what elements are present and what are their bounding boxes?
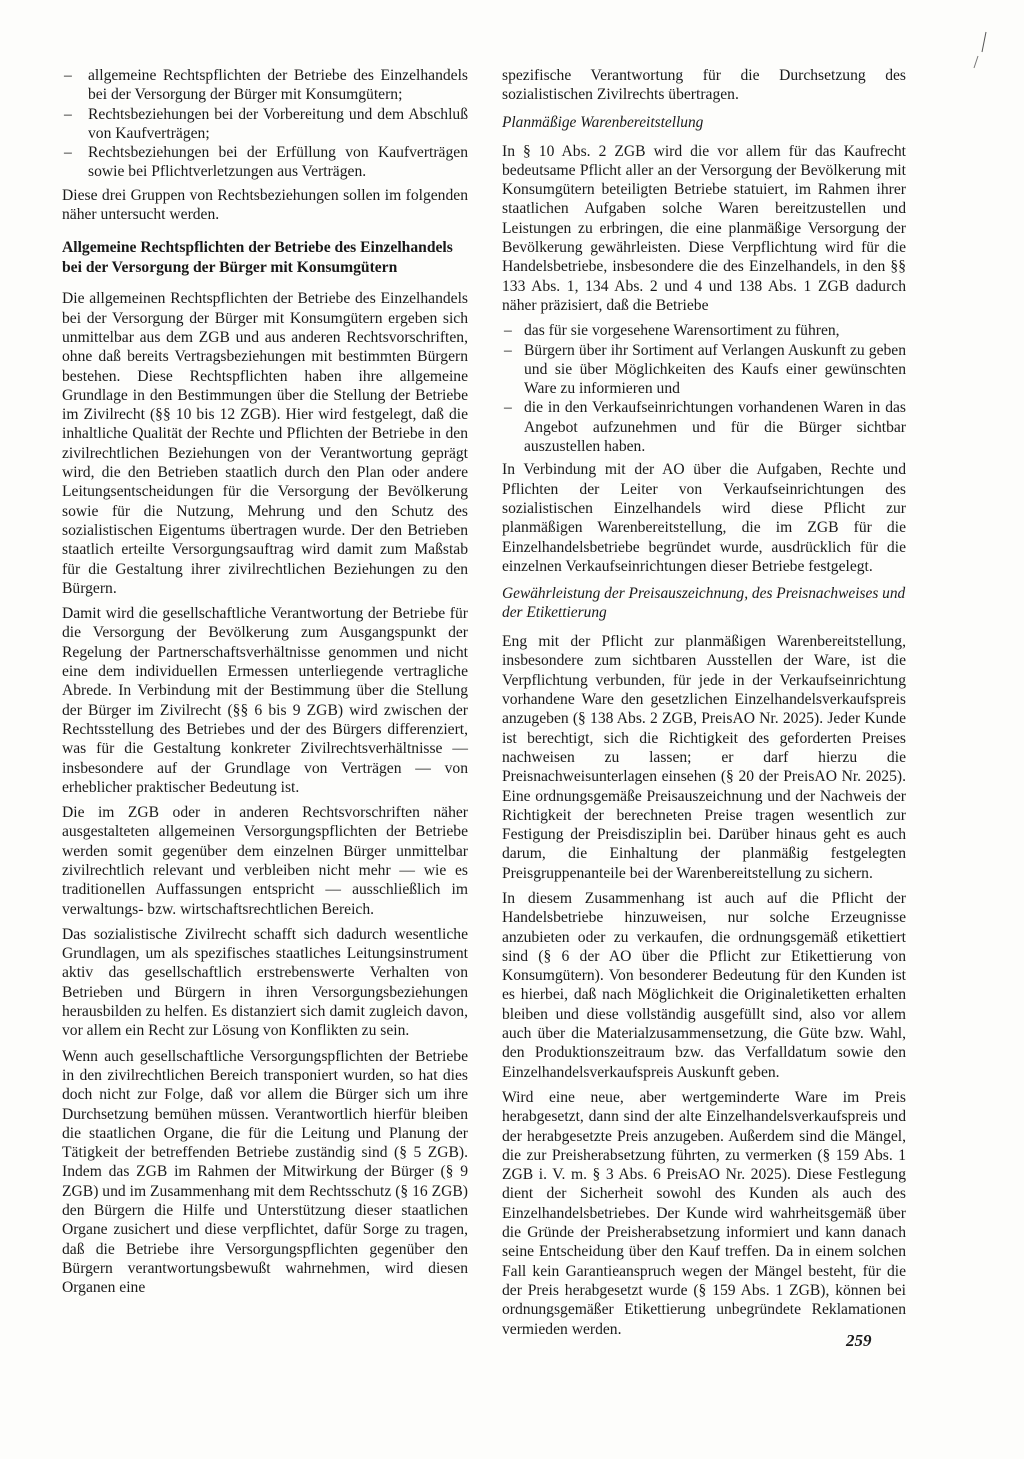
body-paragraph: Die im ZGB oder in anderen Rechtsvorschriften näher ausgestalteten allgemeinen Versorgungspflichten der Betriebe werden somit gegenüber dem einzelnen Bürger unmittelbar zivilrechtlich relevant und verbleiben nicht mehr — wie es traditionellen Auffassungen entspricht — ausschließlich im verwaltungs- bzw. wirtschaftsrechtlichen Bereich. — [62, 804, 468, 918]
scan-mark-line — [982, 32, 986, 52]
list-item: – allgemeine Rechtspflichten der Betriebe des Einzelhandels bei der Versorgung der Bürger mit Konsumgütern; — [62, 66, 468, 105]
list-item: – Bürgern über ihr Sortiment auf Verlangen Auskunft zu geben und sie über Möglichkeiten des Kaufs einer gewünschten Ware zu informieren und — [502, 341, 906, 399]
body-paragraph: Das sozialistische Zivilrecht schafft sich dadurch wesentliche Grundlagen, um als spezifisches staatliches Leitungsinstrument aktiv das gesellschaftlich erstrebenswerte Verhalten von Betrieben und Bürgern in ihren Versorgungsbeziehungen herausbilden zu helfen. Es distanziert sich damit zugleich davon, vor allem ein Recht zur Lösung von Konflikten zu sein. — [62, 925, 468, 1040]
body-paragraph: In Verbindung mit der AO über die Aufgaben, Rechte und Pflichten der Leiter von Verkaufseinrichtungen des sozialistischen Einzelhandels wird diese Pflicht zur planmäßigen Warenbereitstellung, die im ZGB für die Einzelhandelsbetriebe begründet wurde, ausdrücklich für die einzelnen Verkaufseinrichtungen dieser Betriebe festgelegt. — [502, 461, 906, 575]
body-paragraph: Eng mit der Pflicht zur planmäßigen Warenbereitstellung, insbesondere zum sichtbaren Ausstellen der Ware, ist die Verpflichtung verbunden, für jede in der Verkaufseinrichtung vorhandene Ware den gesetzlichen Einzelhandelsverkaufspreis anzugeben (§ 138 Abs. 2 ZGB, PreisAO Nr. 2025). Jeder Kunde ist berechtigt, sich die Richtigkeit des geforderten Preises nachweisen zu lassen; er darf hierzu die Preisnachweisunterlagen einsehen (§ 20 der PreisAO Nr. 2025). Eine ordnungsgemäße Preisauszeichnung und der Nachweis der Richtigkeit der berechneten Preise tragen wesentlich zur Festigung der Preisdisziplin bei. Darüber hinaus geht es auch darum, die Einhaltung der planmäßig festgelegten Preisgruppenanteile bei der Warenbereitstellung zu sichern. — [502, 633, 906, 882]
body-paragraph: In diesem Zusammenhang ist auch auf die Pflicht der Handelsbetriebe hinzuweisen, nur solche Erzeugnisse anzubieten oder zu verkaufen, die ordnungsgemäß etikettiert sind (§ 6 der AO über die Pflicht zur Etikettierung von Konsumgütern). Von besonderer Bedeutung für den Kunden ist es hierbei, daß nach Möglichkeit die Originaletiketten erhalten bleiben und diese vollständig ausgefüllt sind, also vor allem auch über die Materialzusammensetzung, die Güte bzw. Wahl, den Produktionszeitraum bzw. das Verfalldatum sowie den Einzelhandelsverkaufspreis Auskunft geben. — [502, 889, 906, 1081]
body-paragraph: Damit wird die gesellschaftliche Verantwortung der Betriebe für die Versorgung der Bevölkerung zum Ausgangspunkt der Regelung der Partnerschaftsverhältnisse genommen und nicht eine dem individuellen Ermessen unterliegende vertragliche Abrede. In Verbindung mit der Bestimmung über die Stellung der Bürger im Zivilrecht (§§ 6 bis 9 ZGB) wird zwischen der Rechtsstellung des Betriebes und der des Bürgers differenziert, was für die Gestaltung konkreter Zivilrechtsverhältnisse — insbesondere auf der Grundlage von Verträgen — von erheblicher praktischer Bedeutung ist. — [62, 605, 468, 796]
list-item: – das für sie vorgesehene Warensortiment zu führen, — [502, 321, 906, 340]
body-paragraph: Wenn auch gesellschaftliche Versorgungspflichten der Betriebe in den zivilrechtlichen Bereich transponiert wurden, so hat dies doch nicht zur Folge, daß vor allem die Bürger sich um ihre Durchsetzung bemühen müssen. Verantwortlich hierfür bleiben die staatlichen Organe, die für die Leitung und Planung der Tätigkeit der betreffenden Betriebe zuständig sind (§ 5 ZGB). Indem das ZGB im Rahmen der Mitwirkung der Bürger (§ 9 ZGB) und im Zusammenhang mit dem Rechtsschutz (§ 16 ZGB) den Bürgern die Hilfe und Unterstützung dieser staatlichen Organe zusichert und diese verpflichtet, dafür Sorge zu tragen, daß die Betriebe ihre Versorgungspflichten gegenüber den Bürgern verantwortungsbewußt wahrnehmen, wird diesen Organen eine — [62, 1047, 468, 1297]
body-paragraph: In § 10 Abs. 2 ZGB wird die vor allem für das Kaufrecht bedeutsame Pflicht aller an der Versorgung der Bevölkerung mit Konsumgütern beteiligten Betriebe statuiert, im Rahmen ihrer staatlichen Aufgaben solche Waren bereitzustellen und Leistungen zu erbringen, die eine planmäßige Versorgung der Bevölkerung gewährleisten. Diese Verpflichtung wird für die Handelsbetriebe, insbesondere die des Einzelhandels, in den §§ 133 Abs. 1, 134 Abs. 2 und 4 und 138 Abs. 1 ZGB dadurch näher präzisiert, daß die Betriebe — [502, 142, 906, 314]
subsection-heading: Planmäßige Warenbereitstellung — [502, 113, 704, 131]
list-item: – die in den Verkaufseinrichtungen vorhandenen Waren in das Angebot aufzunehmen und für die Bürger sichtbar auszustellen haben. — [502, 398, 906, 456]
left-column — [62, 66, 468, 1304]
scan-mark-line — [974, 56, 978, 68]
obligations-list — [502, 321, 906, 456]
intro-list — [62, 66, 468, 182]
right-column — [502, 66, 906, 1345]
body-paragraph: Die allgemeinen Rechtspflichten der Betriebe des Einzelhandels bei der Versorgung der Bürger mit Konsumgütern ergeben sich unmittelbar aus dem ZGB und aus anderen Rechtsvorschriften, ohne daß bereits Vertragsbeziehungen mit bestimmten Bürgern bestehen. Diese Rechtspflichten haben ihre allgemeine Grundlage in den Bestimmungen über die Stellung der Betriebe im Zivilrecht (§§ 10 bis 12 ZGB). Hier wird festgelegt, daß die inhaltliche Qualität der Rechte und Pflichten der Betriebe in den zivilrechtlichen Beziehungen von der Verantwortung geprägt wird, die den Betrieben staatlich durch den Plan oder andere Leitungsentscheidungen für die Versorgung der Bevölkerung sowie für die Nutzung, Mehrung und den Schutz des sozialistischen Eigentums übertragen wurde. Der den Betrieben staatlich erteilte Versorgungsauftrag wird damit zum Maßstab für die Gestaltung ihrer zivilrechtlichen Beziehungen zu den Bürgern. — [62, 290, 468, 597]
section-heading: Allgemeine Rechtspflichten der Betriebe des Einzelhandels bei der Versorgung der Bürger mit Konsumgütern — [62, 239, 453, 276]
intro-paragraph: Diese drei Gruppen von Rechtsbeziehungen sollen im folgenden näher untersucht werden. — [62, 186, 468, 224]
subsection-heading: Gewährleistung der Preisauszeichnung, des Preisnachweises und der Etikettierung — [502, 585, 906, 622]
page-number: 259 — [846, 1331, 872, 1350]
body-paragraph: Wird eine neue, aber wertgeminderte Ware im Preis herabgesetzt, dann sind der alte Einzelhandelsverkaufspreis und der herabgesetzte Preis anzugeben. Außerdem sind die Mängel, die zur Preisherabsetzung führten, zu vermerken (§ 159 Abs. 1 ZGB i. V. m. § 3 Abs. 6 PreisAO Nr. 2025). Diese Festlegung dient der Sicherheit sowohl des Kunden als auch des Einzelhandelsbetriebes. Der Kunde wird wahrheitsgemäß über die Gründe der Preisherabsetzung informiert und kann danach seine Entscheidung über den Kauf treffen. Da in einem solchen Fall kein Garantieanspruch wegen der Mängel besteht, für die der Preis herabgesetzt wurde (§ 159 Abs. 1 ZGB), können bei ordnungsgemäßer Etikettierung unbegründete Reklamationen vermieden werden. — [502, 1088, 906, 1338]
list-item: – Rechtsbeziehungen bei der Vorbereitung und dem Abschluß von Kaufverträgen; — [62, 105, 468, 144]
list-item: – Rechtsbeziehungen bei der Erfüllung von Kaufverträgen sowie bei Pflichtverletzungen aus Verträgen. — [62, 143, 468, 182]
continued-paragraph: spezifische Verantwortung für die Durchsetzung des sozialistischen Zivilrechts übertragen. — [502, 67, 906, 104]
